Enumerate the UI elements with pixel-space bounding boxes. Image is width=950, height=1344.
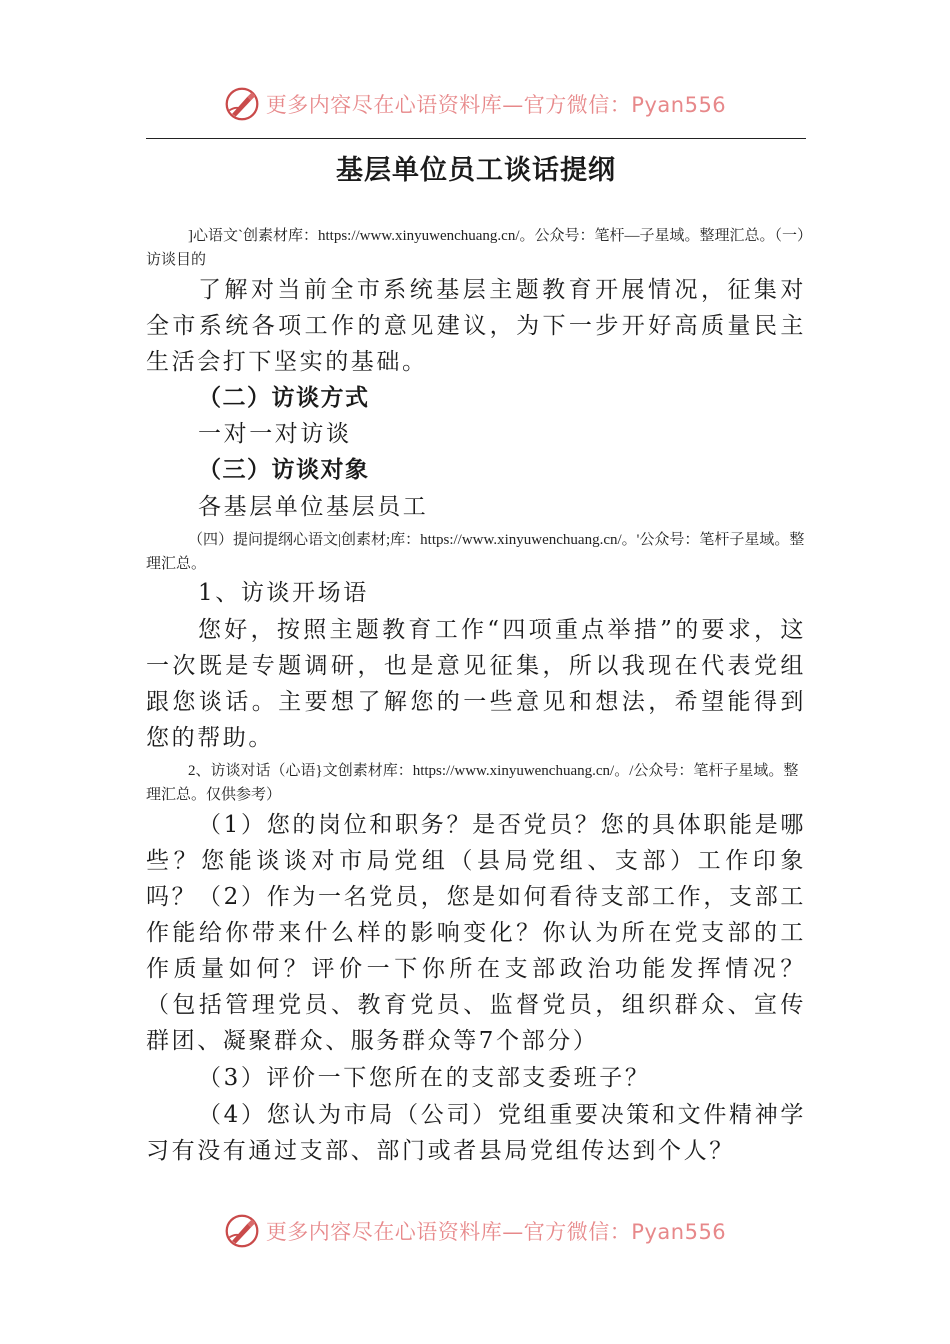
header-banner [0, 80, 950, 128]
purpose-paragraph: 了解对当前全市系统基层主题教育开展情况，征集对全市系统各项工作的意见建议，为下一步开好高质量民主生活会打下坚实的基础。 [146, 277, 806, 375]
footer-banner-text: 更多内容尽在心语资料库—官方微信：Pyan556 [265, 1220, 727, 1244]
heading-method: （二）访谈方式 [198, 385, 370, 411]
question-4: （4）您认为市局（公司）党组重要决策和文件精神学习有没有通过支部、部门或者县局党组传达到个人？ [146, 1102, 806, 1164]
footer-banner [0, 1207, 950, 1255]
question-3: （3）评价一下您所在的支部支委班子？ [198, 1065, 651, 1091]
heading-target: （三）访谈对象 [198, 457, 370, 483]
source-note-1: ]心语文`创素材库：https://www.xinyuwenchuang.cn/。公众号：笔杆—子星域。整理汇总。（一）访谈目的 [146, 228, 805, 268]
pen-logo-icon [224, 1213, 260, 1249]
document-title: 基层单位员工谈话提纲 [336, 155, 616, 186]
source-note-3: 2、访谈对话（心语}文创素材库：https://www.xinyuwenchuang.cn/。/公众号：笔杆子星域。整理汇总。仅供参考） [146, 763, 799, 803]
method-text: 一对一对访谈 [198, 421, 352, 447]
header-banner-text: 更多内容尽在心语资料库—官方微信：Pyan556 [265, 93, 727, 117]
question-1: （1）您的岗位和职务？是否党员？您的具体职能是哪些？您能谈谈对市局党组（县局党组、支部）工作印象吗？ [146, 812, 806, 910]
question-2: （2）作为一名党员，您是如何看待支部工作，支部工作能给你带来什么样的影响变化？你认为所在党支部的工作质量如何？评价一下你所在支部政治功能发挥情况？（包括管理党员、教育党员、监督党员，组织群众、宣传群团、凝聚群众、服务群众等7个部分） [146, 884, 806, 1054]
pen-logo-icon [224, 86, 260, 122]
opening-paragraph: 您好，按照主题教育工作“四项重点举措”的要求，这一次既是专题调研，也是意见征集，所以我现在代表党组跟您谈话。主要想了解您的一些意见和想法，希望能得到您的帮助。 [146, 617, 806, 751]
target-text: 各基层单位基层员工 [198, 494, 429, 520]
source-note-2: （四）提问提纲心语文|创素材;库：https://www.xinyuwenchuang.cn/。'公众号：笔杆子星域。整理汇总。 [146, 532, 805, 572]
header-rule [146, 138, 806, 139]
opening-title: 1、访谈开场语 [198, 580, 369, 606]
